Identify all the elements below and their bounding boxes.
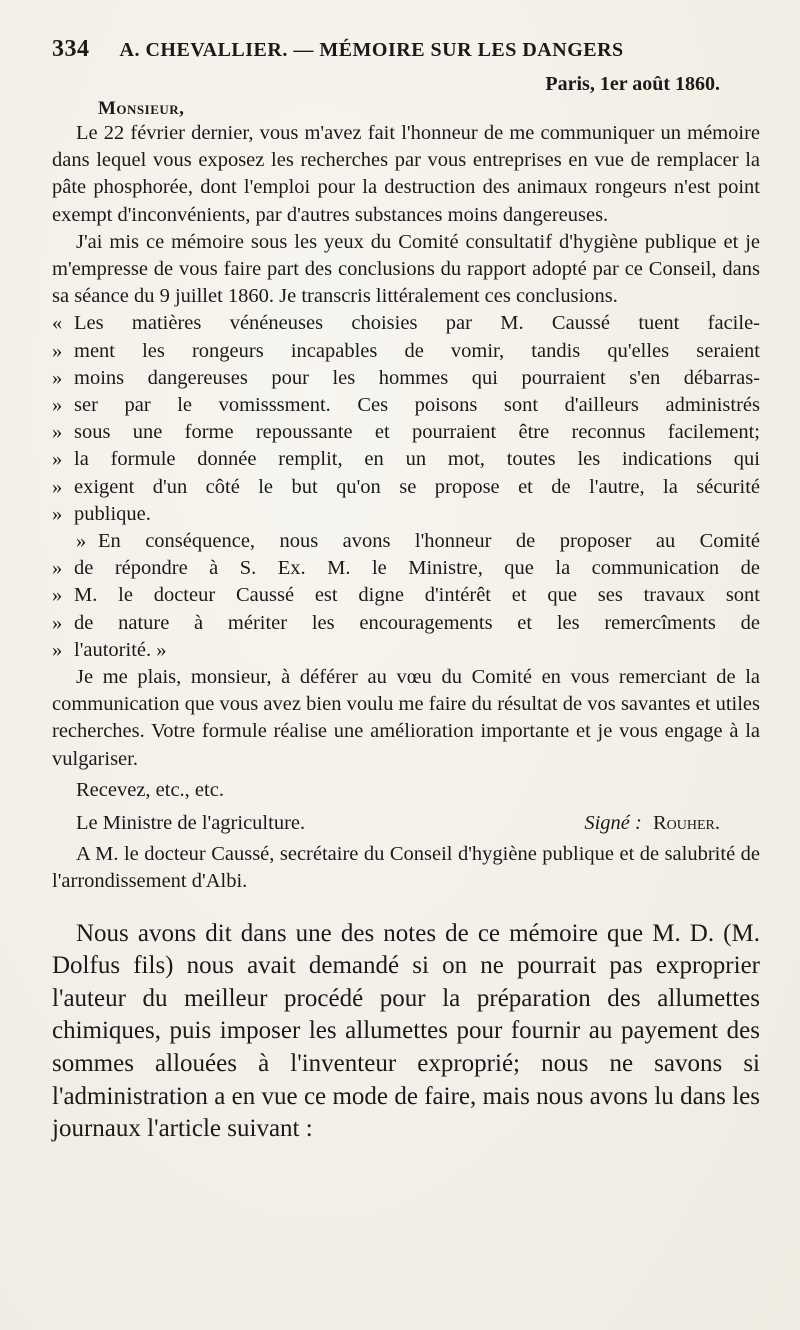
guillemet: » bbox=[52, 394, 63, 417]
quote-line bbox=[52, 365, 760, 392]
quoted-conclusions bbox=[52, 310, 760, 664]
letter-paragraph: J'ai mis ce mémoire sous les yeux du Comité consultatif d'hygiène publique et je m'empresse de vous faire part des conclusions du rapport adopté par ce Conseil, dans sa séance du 9 juillet 1860. Je transcris littéralement ces conclusions. bbox=[52, 230, 760, 308]
quote-line bbox=[52, 555, 760, 582]
quote-line bbox=[52, 446, 760, 473]
running-header bbox=[52, 36, 760, 63]
guillemet: » bbox=[52, 584, 63, 607]
quote-block bbox=[52, 310, 760, 528]
quote-text: Les matières vénéneuses choisies par M. Caussé tuent facile- bbox=[74, 312, 760, 335]
minister-title: Le Ministre de l'agriculture. bbox=[76, 812, 306, 835]
letter-paragraph: Le 22 février dernier, vous m'avez fait l'honneur de me communiquer un mémoire dans lequel vous exposez les recherches par vous entreprises en vue de remplacer la pâte phosphorée, dont l'emploi pour la destruction des animaux rongeurs n'est point exempt d'inconvénients, par d'autres substances moins dangereuses. bbox=[52, 122, 760, 226]
quote-line bbox=[52, 528, 760, 555]
guillemet: » bbox=[52, 366, 63, 389]
quote-line bbox=[52, 610, 760, 637]
body-paragraph: Nous avons dit dans une des notes de ce mémoire que M. D. (M. Dolfus fils) nous avait demandé si on ne pourrait pas exproprier l'auteur du meilleur procédé pour la préparation des allumettes chimiques, puis imposer les allumettes pour fournir au payement des sommes allouées à l'inventeur exproprié; nous ne savons si l'administration a en vue ce mode de faire, mais nous avons lu dans les journaux l'article suivant : bbox=[52, 919, 760, 1143]
letter-closing: Recevez, etc., etc. bbox=[76, 778, 224, 801]
quote-text: En conséquence, nous avons l'honneur de proposer au Comité bbox=[98, 530, 760, 553]
quote-text: la formule donnée remplit, en un mot, toutes les indications qui bbox=[74, 448, 760, 471]
letter-paragraph: Je me plais, monsieur, à déférer au vœu du Comité en vous remerciant de la communication que vous avez bien voulu me faire du résultat de vos savantes et utiles recherches. Votre formule réalise une amélioration importante et je vous engage à la vulgariser. bbox=[52, 666, 760, 770]
quote-text: M. le docteur Caussé est digne d'intérêt et que ses travaux sont bbox=[74, 584, 760, 607]
running-title: A. CHEVALLIER. — MÉMOIRE SUR LES DANGERS bbox=[119, 39, 624, 61]
quote-line bbox=[52, 501, 760, 528]
letter-dateline: Paris, 1er août 1860. bbox=[545, 73, 720, 95]
quote-text: de répondre à S. Ex. M. le Ministre, que la communication de bbox=[74, 557, 760, 580]
signed-label: Signé : bbox=[584, 812, 642, 835]
guillemet: » bbox=[52, 611, 63, 634]
quote-text: ment les rongeurs incapables de vomir, tandis qu'elles seraient bbox=[74, 339, 760, 362]
quote-text: l'autorité. » bbox=[74, 638, 167, 661]
quote-text: sous une forme repoussante et pourraient être reconnus facilement; bbox=[74, 421, 760, 444]
quote-line bbox=[52, 338, 760, 365]
letter-salutation: Monsieur, bbox=[98, 98, 185, 119]
guillemet: » bbox=[52, 475, 63, 498]
quote-line bbox=[52, 474, 760, 501]
quote-line bbox=[52, 637, 760, 664]
address-text: A M. le docteur Caussé, secrétaire du Conseil d'hygiène publique et de salubrité de l'arrondissement d'Albi. bbox=[52, 843, 760, 893]
guillemet: » bbox=[52, 421, 63, 444]
letter-body bbox=[52, 120, 760, 773]
quote-line bbox=[52, 310, 760, 337]
quote-text: ser par le vomisssment. Ces poisons sont d'ailleurs administrés bbox=[74, 394, 760, 417]
page-number: 334 bbox=[52, 36, 90, 62]
guillemet: » bbox=[52, 638, 63, 661]
signatory-name: Rouher. bbox=[652, 812, 720, 835]
quote-text: exigent d'un côté le but qu'on se propose et de l'autre, la sécurité bbox=[74, 475, 760, 498]
guillemet: » bbox=[52, 339, 63, 362]
guillemet: » bbox=[76, 530, 87, 553]
quote-text: publique. bbox=[74, 502, 151, 525]
quote-line bbox=[52, 392, 760, 419]
guillemet: « bbox=[52, 312, 63, 335]
quote-text: de nature à mériter les encouragements et les remercîments de bbox=[74, 611, 760, 634]
quote-line bbox=[52, 582, 760, 609]
quote-line bbox=[52, 419, 760, 446]
quote-block bbox=[52, 528, 760, 664]
main-text bbox=[52, 918, 760, 1146]
signature-line bbox=[76, 810, 720, 837]
guillemet: » bbox=[52, 557, 63, 580]
letter-address bbox=[52, 841, 760, 895]
quote-text: moins dangereuses pour les hommes qui pourraient s'en débarras- bbox=[74, 366, 760, 389]
guillemet: » bbox=[52, 502, 63, 525]
guillemet: » bbox=[52, 448, 63, 471]
signature bbox=[584, 810, 720, 837]
